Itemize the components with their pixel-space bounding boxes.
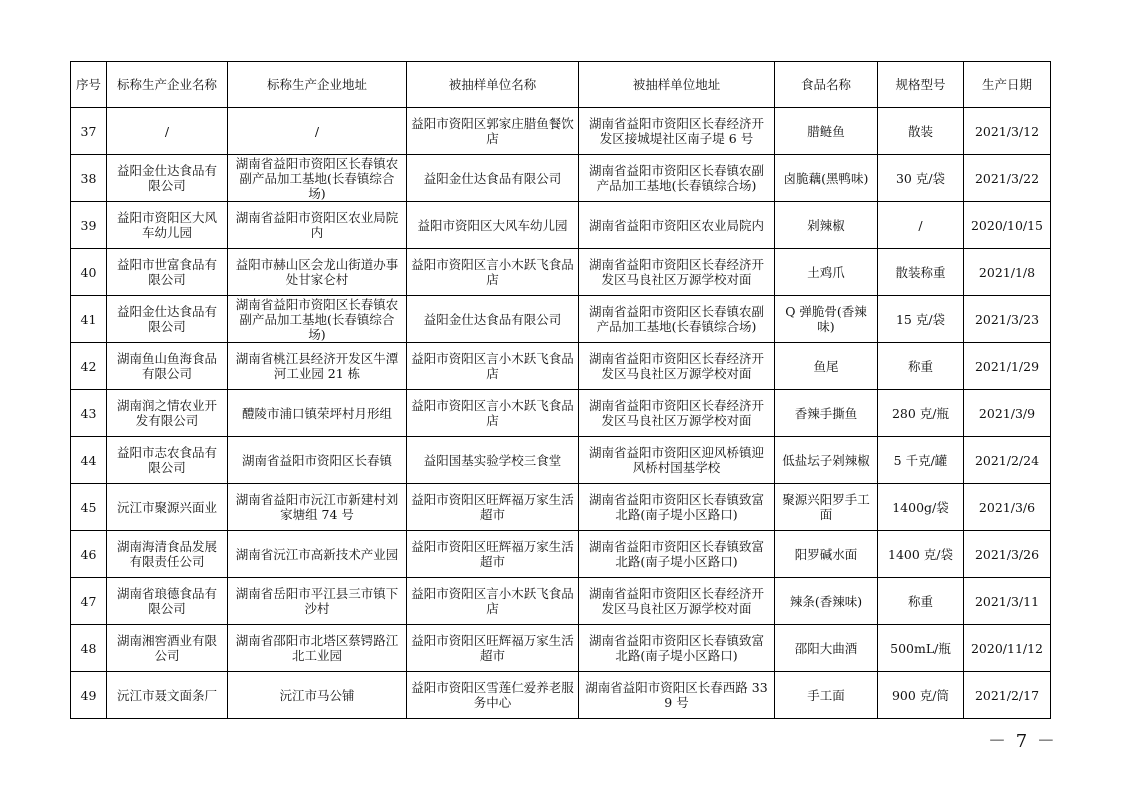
table-cell: 剁辣椒	[775, 202, 878, 249]
table-header-row	[71, 62, 1051, 108]
sampling-table-container	[70, 61, 1050, 719]
table-row	[71, 108, 1051, 155]
table-cell: 益阳金仕达食品有限公司	[107, 296, 228, 343]
table-row	[71, 390, 1051, 437]
table-cell: 湖南省邵阳市北塔区蔡锷路江北工业园	[228, 625, 407, 672]
table-cell: 2020/11/12	[964, 625, 1051, 672]
table-cell: 腊鲢鱼	[775, 108, 878, 155]
table-cell: 湖南省益阳市资阳区长春经济开发区马良社区万源学校对面	[579, 343, 775, 390]
column-header: 被抽样单位名称	[407, 62, 579, 108]
table-cell: 40	[71, 249, 107, 296]
column-header: 序号	[71, 62, 107, 108]
table-cell: 湖南省益阳市资阳区长春镇农副产品加工基地(长春镇综合场)	[579, 155, 775, 202]
table-cell: 湖南省琅德食品有限公司	[107, 578, 228, 625]
table-cell: 37	[71, 108, 107, 155]
table-cell: 湖南省益阳市资阳区长春西路 339 号	[579, 672, 775, 719]
table-cell: 5 千克/罐	[878, 437, 964, 484]
table-cell: 称重	[878, 578, 964, 625]
table-cell: 益阳市资阳区旺辉福万家生活超市	[407, 531, 579, 578]
table-cell: 益阳市资阳区旺辉福万家生活超市	[407, 625, 579, 672]
table-cell: 湖南省益阳市资阳区长春镇致富北路(南子堤小区路口)	[579, 531, 775, 578]
table-cell: 散装	[878, 108, 964, 155]
table-cell: 益阳市世富食品有限公司	[107, 249, 228, 296]
table-cell: 30 克/袋	[878, 155, 964, 202]
table-row	[71, 249, 1051, 296]
table-cell: 900 克/筒	[878, 672, 964, 719]
table-cell: 益阳金仕达食品有限公司	[407, 155, 579, 202]
table-row	[71, 672, 1051, 719]
table-cell: 2021/3/6	[964, 484, 1051, 531]
table-cell: 益阳市资阳区言小木跃飞食品店	[407, 249, 579, 296]
table-cell: 散装称重	[878, 249, 964, 296]
table-cell: 湖南省益阳市资阳区长春镇致富北路(南子堤小区路口)	[579, 625, 775, 672]
table-cell: 湖南省益阳市资阳区迎风桥镇迎风桥村国基学校	[579, 437, 775, 484]
table-cell: 湖南省益阳市资阳区长春镇农副产品加工基地(长春镇综合场)	[579, 296, 775, 343]
table-cell: 2020/10/15	[964, 202, 1051, 249]
table-cell: 48	[71, 625, 107, 672]
table-row	[71, 296, 1051, 343]
table-cell: 47	[71, 578, 107, 625]
table-cell: 湖南省益阳市沅江市新建村刘家塘组 74 号	[228, 484, 407, 531]
table-cell: 湖南湘窖酒业有限公司	[107, 625, 228, 672]
table-cell: 湖南润之情农业开发有限公司	[107, 390, 228, 437]
table-cell: 500mL/瓶	[878, 625, 964, 672]
table-cell: 39	[71, 202, 107, 249]
table-row	[71, 155, 1051, 202]
table-cell: 益阳金仕达食品有限公司	[107, 155, 228, 202]
table-cell: 卤脆藕(黑鸭味)	[775, 155, 878, 202]
table-cell: 益阳市资阳区旺辉福万家生活超市	[407, 484, 579, 531]
table-cell: 2021/3/12	[964, 108, 1051, 155]
table-cell: /	[228, 108, 407, 155]
table-cell: 阳罗碱水面	[775, 531, 878, 578]
table-cell: 2021/3/22	[964, 155, 1051, 202]
table-cell: 湖南省益阳市资阳区农业局院内	[579, 202, 775, 249]
table-cell: 益阳市志农食品有限公司	[107, 437, 228, 484]
table-cell: 鱼尾	[775, 343, 878, 390]
table-cell: 46	[71, 531, 107, 578]
table-cell: 2021/3/23	[964, 296, 1051, 343]
table-cell: 42	[71, 343, 107, 390]
table-cell: 2021/3/9	[964, 390, 1051, 437]
column-header: 食品名称	[775, 62, 878, 108]
table-cell: 湖南省益阳市资阳区长春镇致富北路(南子堤小区路口)	[579, 484, 775, 531]
table-cell: 湖南鱼山鱼海食品有限公司	[107, 343, 228, 390]
table-cell: /	[107, 108, 228, 155]
table-row	[71, 343, 1051, 390]
table-row	[71, 578, 1051, 625]
table-cell: 沅江市聂文面条厂	[107, 672, 228, 719]
table-cell: 手工面	[775, 672, 878, 719]
table-cell: 沅江市马公铺	[228, 672, 407, 719]
table-cell: 1400g/袋	[878, 484, 964, 531]
table-row	[71, 531, 1051, 578]
table-cell: 益阳金仕达食品有限公司	[407, 296, 579, 343]
column-header: 标称生产企业地址	[228, 62, 407, 108]
table-cell: 低盐坛子剁辣椒	[775, 437, 878, 484]
table-cell: 湖南省益阳市资阳区长春镇	[228, 437, 407, 484]
table-cell: 38	[71, 155, 107, 202]
column-header: 规格型号	[878, 62, 964, 108]
table-cell: 益阳市资阳区言小木跃飞食品店	[407, 578, 579, 625]
table-cell: 15 克/袋	[878, 296, 964, 343]
table-cell: 称重	[878, 343, 964, 390]
page-number: － 7 －	[988, 731, 1057, 752]
table-cell: 湖南省沅江市高新技术产业园	[228, 531, 407, 578]
table-cell: 2021/3/11	[964, 578, 1051, 625]
table-cell: 香辣手撕鱼	[775, 390, 878, 437]
table-cell: Q 弹脆骨(香辣味)	[775, 296, 878, 343]
table-cell: 湖南省益阳市资阳区长春镇农副产品加工基地(长春镇综合场)	[228, 296, 407, 343]
table-cell: 沅江市聚源兴面业	[107, 484, 228, 531]
table-cell: 湖南省益阳市资阳区长春经济开发区马良社区万源学校对面	[579, 578, 775, 625]
table-cell: 2021/3/26	[964, 531, 1051, 578]
table-cell: 湖南省桃江县经济开发区牛潭河工业园 21 栋	[228, 343, 407, 390]
table-cell: 45	[71, 484, 107, 531]
table-cell: 41	[71, 296, 107, 343]
table-cell: 湖南省岳阳市平江县三市镇下沙村	[228, 578, 407, 625]
table-cell: 湖南海清食品发展有限责任公司	[107, 531, 228, 578]
table-cell: 43	[71, 390, 107, 437]
table-cell: 2021/2/17	[964, 672, 1051, 719]
table-cell: 益阳市赫山区会龙山街道办事处甘家仑村	[228, 249, 407, 296]
table-cell: 湖南省益阳市资阳区长春经济开发区接城堤社区南子堤 6 号	[579, 108, 775, 155]
table-cell: 益阳市资阳区言小木跃飞食品店	[407, 390, 579, 437]
table-cell: /	[878, 202, 964, 249]
table-cell: 2021/1/8	[964, 249, 1051, 296]
table-cell: 湖南省益阳市资阳区长春经济开发区马良社区万源学校对面	[579, 390, 775, 437]
table-cell: 辣条(香辣味)	[775, 578, 878, 625]
table-cell: 益阳市资阳区言小木跃飞食品店	[407, 343, 579, 390]
table-cell: 湖南省益阳市资阳区农业局院内	[228, 202, 407, 249]
table-cell: 益阳市资阳区大风车幼儿园	[407, 202, 579, 249]
table-cell: 280 克/瓶	[878, 390, 964, 437]
table-cell: 2021/2/24	[964, 437, 1051, 484]
table-cell: 土鸡爪	[775, 249, 878, 296]
table-cell: 益阳市资阳区雪莲仁爱养老服务中心	[407, 672, 579, 719]
table-cell: 2021/1/29	[964, 343, 1051, 390]
table-body	[71, 108, 1051, 719]
table-cell: 醴陵市浦口镇荣坪村月形组	[228, 390, 407, 437]
sampling-table	[70, 61, 1051, 719]
table-cell: 湖南省益阳市资阳区长春镇农副产品加工基地(长春镇综合场)	[228, 155, 407, 202]
table-cell: 49	[71, 672, 107, 719]
table-cell: 湖南省益阳市资阳区长春经济开发区马良社区万源学校对面	[579, 249, 775, 296]
table-row	[71, 202, 1051, 249]
column-header: 标称生产企业名称	[107, 62, 228, 108]
table-cell: 益阳国基实验学校三食堂	[407, 437, 579, 484]
table-cell: 邵阳大曲酒	[775, 625, 878, 672]
table-cell: 1400 克/袋	[878, 531, 964, 578]
table-cell: 益阳市资阳区大风车幼儿园	[107, 202, 228, 249]
table-row	[71, 437, 1051, 484]
column-header: 被抽样单位地址	[579, 62, 775, 108]
table-cell: 益阳市资阳区郭家庄腊鱼餐饮店	[407, 108, 579, 155]
table-cell: 聚源兴阳罗手工面	[775, 484, 878, 531]
table-cell: 44	[71, 437, 107, 484]
table-row	[71, 625, 1051, 672]
table-row	[71, 484, 1051, 531]
column-header: 生产日期	[964, 62, 1051, 108]
